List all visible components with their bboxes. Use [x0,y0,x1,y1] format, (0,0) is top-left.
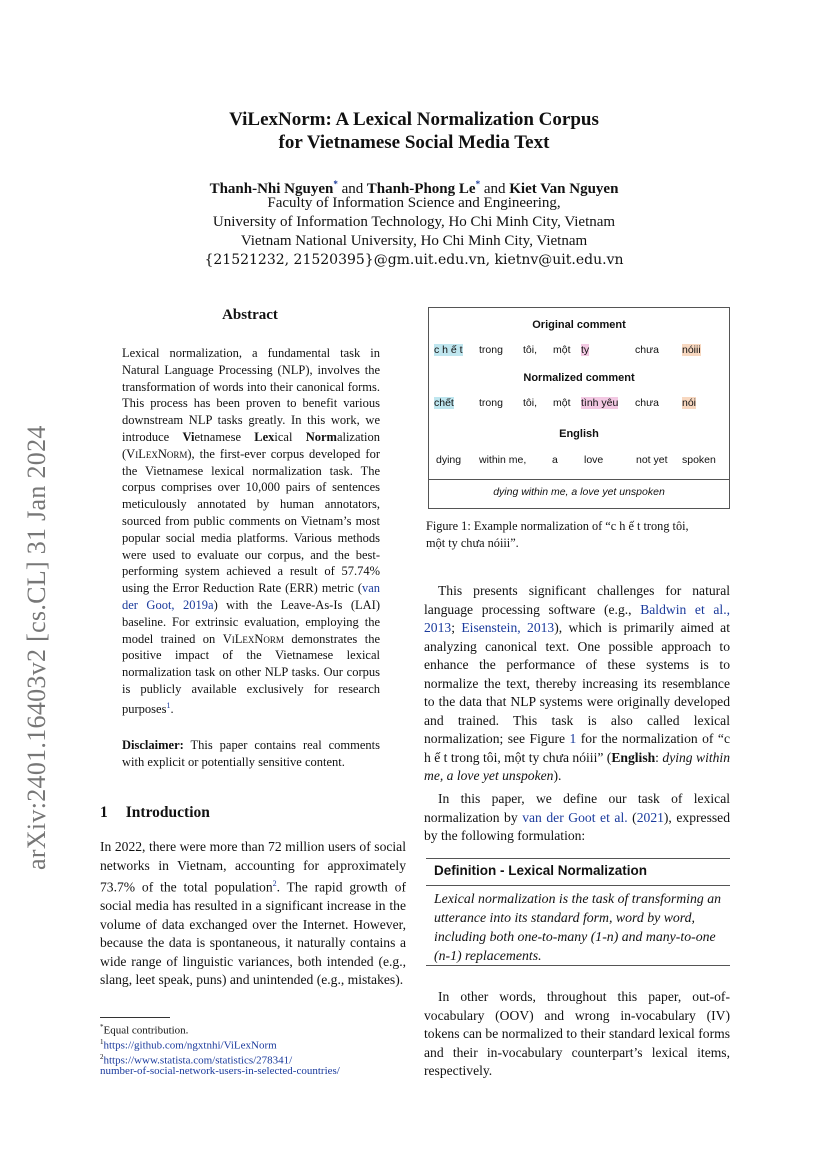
emails: {21521232, 21520395}@gm.uit.edu.vn, kietnv@uit.edu.vn [204,252,624,268]
figure-divider [429,479,729,480]
definition-body: Lexical normalization is the task of transforming an utterance into its standard form, word by word, including both one-to-many (1-n) and many-to-one (n-1) replacements. [434,891,722,963]
affiliation-2: University of Information Technology, Ho Chi Minh City, Vietnam [212,214,616,230]
disclaimer: Disclaimer: This paper contains real comments with explicit or potentially sensitive content. [122,738,380,769]
norm-word: trong [479,397,503,409]
author-1: Thanh-Nhi Nguyen [209,181,334,197]
right-paragraph-1: This presents significant challenges for natural language processing software (e.g., Baldwin et al., 2013; Eisenstein, 2013), which is primarily aimed at analyzing canonical text. One possible approach to enhance the performance of these systems is to normalize the text, thereby increasing its resemblance to the data that NLP systems were originally developed and trained. This task is also called lexical normalization; see Figure 1 for the normalization of “c h ế t trong tôi, một ty chưa nóiii” (English: dying within me, a love yet unspoken). [424,583,731,783]
norm-word: chưa [635,397,659,409]
norm-word: chết [434,397,454,409]
eng-word: not yet [636,454,668,466]
english-label: English [559,428,599,440]
github-link[interactable]: https://github.com/ngxtnhi/ViLexNorm [103,1039,277,1052]
norm-word: tình yêu [581,397,619,409]
abstract-text: Lexical normalization, a fundamental task in Natural Language Processing (NLP), involves the transformation of words into their canonical forms. This process has been proven to benefit various downstream NLP tasks greatly. In this work, we introduce Vietnamese Lexical Normalization (ViLexNorm), the first-ever corpus developed for the Vietnamese lexical normalization task. The corpus comprises over 10,000 pairs of sentences meticulously annotated by human annotators, sourced from public comments on Vietnam’s most popular social media platforms. Various methods were used to evaluate our corpus, and the best-performing system achieved a result of 57.74% using the Error Reduction Rate (ERR) metric (van der Goot, 2019a) with the Leave-As-Is (LAI) baseline. For extrinsic evaluation, employing the model trained on ViLexNorm demonstrates the positive impact of the Vietnamese lexical normalization task on other NLP tasks. Our corpus is publicly available exclusively for research purposes$^1$. [122,346,380,716]
affiliation-3: Vietnam National University, Ho Chi Minh City, Vietnam [240,233,588,249]
eng-word: within me, [479,454,527,466]
figure-caption: Figure 1: Example normalization of “c h ế t trong tôi, một ty chưa nóiii”. [426,519,689,550]
orig-word: trong [479,344,503,356]
norm-word: một [553,397,571,409]
footnote-rule [100,1017,170,1018]
orig-word: nóiii [682,344,701,356]
normalized-comment-label: Normalized comment [523,372,635,384]
footnote-equal: *Equal contribution. [100,1023,189,1037]
author-2-mark: * [475,179,481,189]
eng-word: a [552,454,558,466]
footnote-2-cont [100,1064,420,1079]
english-translation: dying within me, a love yet unspoken [493,486,665,498]
orig-word: c h ế t [434,344,463,356]
cite-eisenstein-2013[interactable]: Eisenstein, 2013 [461,620,555,635]
author-1-mark: * [333,179,338,189]
affiliation-1: Faculty of Information Science and Engineering, [267,195,561,211]
arxiv-id: arXiv:2401.16403v2 [cs.CL] 31 Jan 2024 [22,425,51,870]
and-2: and [483,181,506,197]
statista-link-part2[interactable]: number-of-social-network-users-in-selected-countries/ [100,1065,340,1077]
orig-word: một [553,344,571,356]
arxiv-sidebar [22,370,62,870]
right-paragraph-2: In this paper, we define our task of lexical normalization by van der Goot et al. (2021), expressed by the following formulation: [424,791,730,843]
footnote-2: $^2$https://www.statista.com/statistics/278341/ [100,1053,293,1067]
footnote-1: $^1$https://github.com/ngxtnhi/ViLexNorm [100,1038,277,1052]
eng-word: love [584,454,604,466]
orig-word: chưa [635,344,659,356]
author-3: Kiet Van Nguyen [509,181,619,197]
eng-word: spoken [682,454,716,466]
definition-box [426,858,730,966]
footnote-ref-1[interactable]: 1 [166,700,171,710]
right-paragraph-3: In other words, throughout this paper, out-of-vocabulary (OOV) and wrong in-vocabulary (IV) tokens can be normalized to their standard lexical forms and their in-vocabulary counterpart’s lexical items, respectively. [424,989,730,1078]
intro-paragraph: In 2022, there were more than 72 million users of social networks in Vietnam, accounting for approximately 73.7% of the total population$^2$. The rapid growth of social media has resulted in a significant increase in the volume of data exchanged over the Internet. However, because the data is spontaneous, it naturally contains a wide range of linguistic variances, both intended (e.g., slang, leet speak, puns) and unintended (e.g., mistakes). [100,839,406,988]
section-heading-introduction: 1 Introduction [100,804,210,821]
figure-ref[interactable]: 1 [569,731,577,746]
paper-title-line1: ViLexNorm: A Lexical Normalization Corpus [229,109,599,130]
cite-van-der-goot-2021[interactable]: van der Goot et al. [522,809,628,825]
orig-word: ty [581,344,590,356]
cite-year-2021[interactable]: 2021 [636,809,664,825]
definition-heading: Definition - Lexical Normalization [434,863,648,878]
statista-link-part1[interactable]: https://www.statista.com/statistics/278341/ [103,1054,293,1067]
norm-word: nói [682,397,697,409]
author-2: Thanh-Phong Le [366,181,476,197]
eng-word: dying [436,454,462,466]
abstract-heading: Abstract [222,307,278,323]
original-comment-label: Original comment [532,319,626,331]
orig-word: tôi, [523,344,538,356]
paper-title-line2: for Vietnamese Social Media Text [278,132,550,153]
figure-1 [428,307,730,509]
footnote-ref-2[interactable]: 2 [272,879,277,888]
norm-word: tôi, [523,397,538,409]
cite-van-der-goot-2019a[interactable]: van der Goot, 2019a [122,581,380,612]
cite-baldwin-2013[interactable]: Baldwin et al., 2013 [424,601,731,635]
and-1: and [341,181,364,197]
